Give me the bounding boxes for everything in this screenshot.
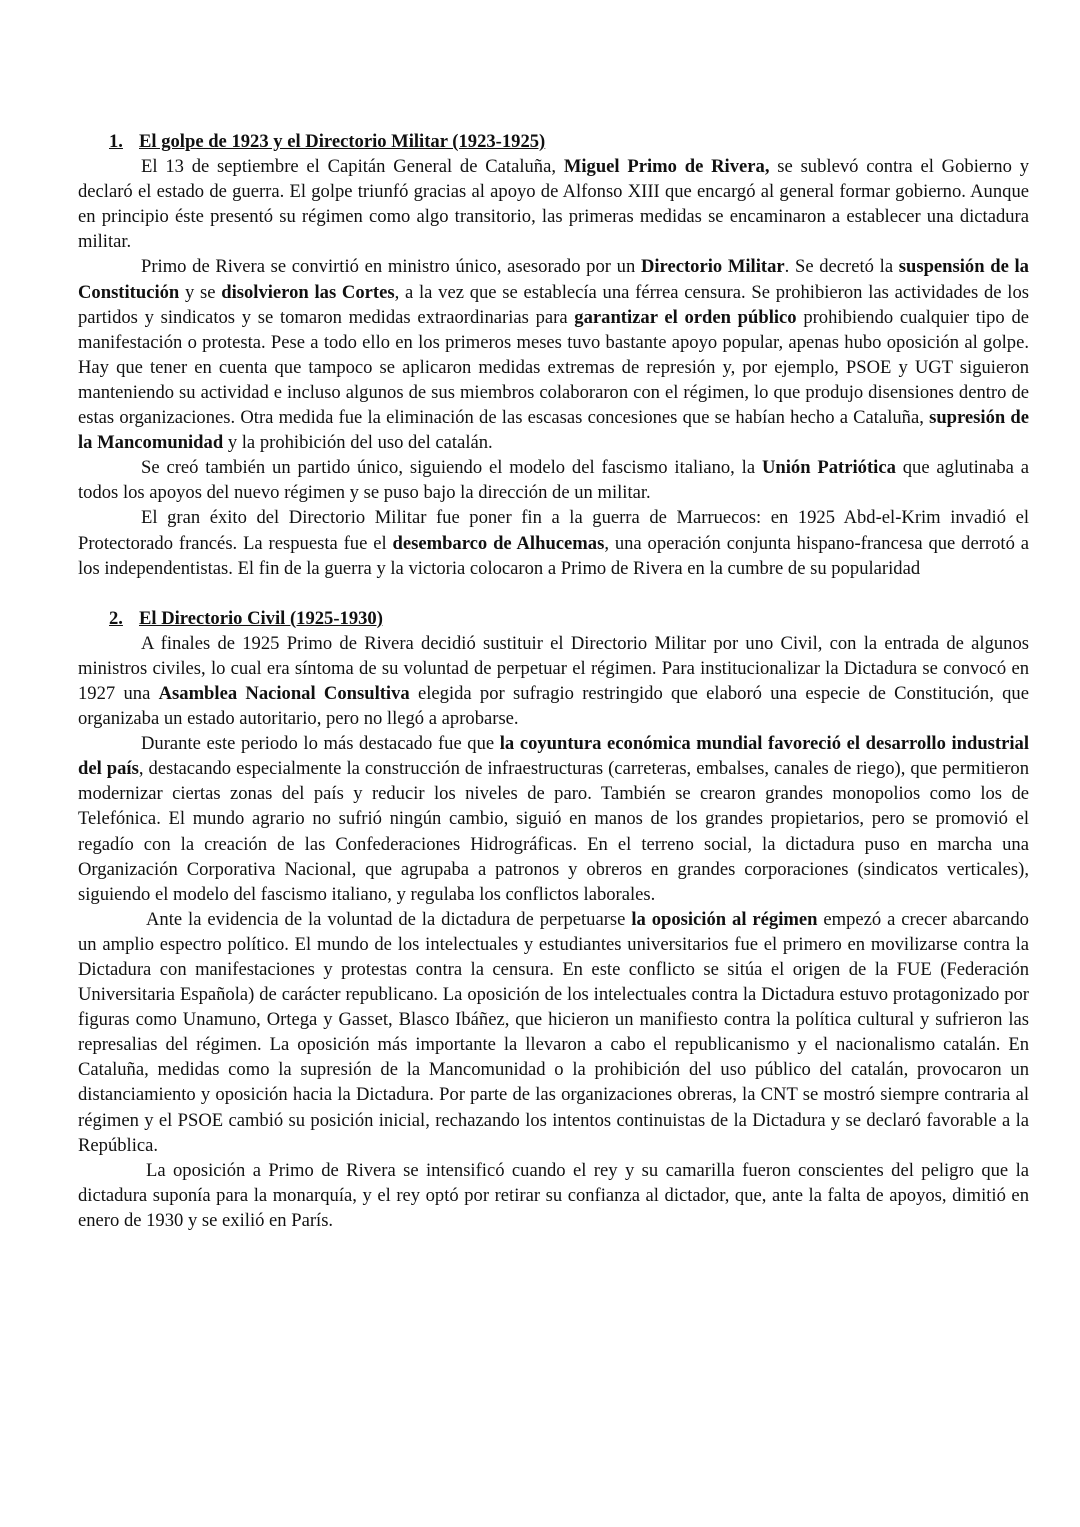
text-run: empezó a crecer abarcando un amplio espectro político. El mundo de los intelectuales y estudiantes universitarios fue el primero en movilizarse contra la Dictadura con manifestaciones y protestas contra la censura. En este conflicto se sitúa el origen de la FUE (Federación Universitaria Española) de carácter republicano. La oposición de los intelectuales contra la Dictadura estuvo protagonizado por figuras como Unamuno, Ortega y Gasset, Blasco Ibáñez, que hicieron un manifiesto contra la política cultural y sufrieron las represalias del régimen. La oposición más importante la llevaron a cabo el republicanismo y el nacionalismo catalán. En Cataluña, medidas como la supresión de la Mancomunidad o la prohibición del uso público del catalán, provocaron un distanciamiento y oposición hacia la Dictadura. Por parte de las organizaciones obreras, la CNT se mostró siempre contraria al régimen y el PSOE cambió su posición inicial, rechazando los intentos continuistas de la Dictadura y se declaró favorable a la República. bbox=[78, 908, 1029, 1156]
text-run: elegida por sufragio restringido que elaboró una especie de Constitución, que organizaba un estado autoritario, pero no llegó a aprobarse. bbox=[78, 682, 1029, 730]
text-run: , destacando especialmente la construcción de infraestructuras (carreteras, embalses, canales de riego), que permitieron modernizar ciertas zonas del país y reducir los niveles de paro. También se crearon grandes monopolios como los de Telefónica. El mundo agrario no sufrió ningún cambio, siguió en manos de los grandes propietarios, pero se promovió el regadío con la creación de las Confederaciones Hidrográficas. En el terreno social, la dictadura puso en marcha una Organización Corporativa Nacional, que agrupaba a patronos y obreros en grandes corporaciones (sindicatos verticales), siguiendo el modelo del fascismo italiano, y regulaba los conflictos laborales. bbox=[78, 758, 1030, 905]
section-1-paragraph-2 bbox=[78, 254, 1029, 455]
bold-term: Asamblea Nacional Consultiva bbox=[158, 682, 410, 704]
bold-term: desembarco de Alhucemas bbox=[392, 532, 605, 554]
section-2-number: 2. bbox=[109, 607, 123, 629]
bold-term: Unión Patriótica bbox=[761, 457, 896, 479]
text-run: El gran éxito del Directorio Militar fue poner fin a la guerra de Marruecos: en 1925 Abd-el-Krim invadió el Protectorado francés. La respuesta fue el bbox=[78, 507, 1029, 554]
section-2-paragraph-3 bbox=[78, 907, 1029, 1158]
bold-term: Directorio Militar bbox=[640, 256, 785, 278]
bold-term: disolvieron las Cortes bbox=[221, 281, 395, 303]
text-run: y la prohibición del uso del catalán. bbox=[223, 432, 493, 454]
text-run: , una operación conjunta hispano-francesa que derrotó a los independentistas. El fin de la guerra y la victoria colocaron a Primo de Rivera en la cumbre de su popularidad bbox=[78, 532, 1029, 579]
section-2-paragraph-1 bbox=[78, 631, 1029, 731]
section-1-heading bbox=[109, 129, 1029, 154]
text-run: El 13 de septiembre el Capitán General de Cataluña, bbox=[141, 156, 564, 178]
text-run: se sublevó contra el Gobierno y declaró el estado de guerra. El golpe triunfó gracias al apoyo de Alfonso XIII que encargó al general formar gobierno. Aunque en principio éste presentó su régimen como algo transitorio, las primeras medidas se encaminaron a establecer una dictadura militar. bbox=[78, 156, 1030, 253]
section-1-paragraph-1 bbox=[78, 154, 1029, 254]
bold-term: supresión de la Mancomunidad bbox=[78, 407, 1029, 454]
bold-term: Miguel Primo de Rivera, bbox=[563, 156, 770, 178]
text-run: Se creó también un partido único, siguiendo el modelo del fascismo italiano, la bbox=[141, 457, 762, 479]
text-run: Durante este periodo lo más destacado fue que bbox=[141, 733, 500, 755]
text-run: A finales de 1925 Primo de Rivera decidió sustituir el Directorio Militar por uno Civil, con la entrada de algunos ministros civiles, lo cual era síntoma de su voluntad de perpetuar el régimen. Para institucionalizar la Dictadura se convocó en 1927 una bbox=[78, 632, 1029, 704]
bold-term: la coyuntura económica mundial favoreció el desarrollo industrial del país bbox=[78, 733, 1029, 780]
section-1-paragraph-3 bbox=[78, 455, 1029, 505]
section-2-heading bbox=[109, 606, 1029, 631]
section-spacer bbox=[78, 581, 1029, 606]
section-1-number: 1. bbox=[109, 131, 123, 152]
text-run: . Se decretó la bbox=[784, 256, 899, 278]
text-run: que aglutinaba a todos los apoyos del nuevo régimen y se puso bajo la dirección de un militar. bbox=[78, 457, 1029, 504]
text-run: Primo de Rivera se convirtió en ministro único, asesorado por un bbox=[141, 256, 641, 278]
section-2-title: El Directorio Civil (1925-1930) bbox=[139, 607, 383, 629]
section-2-paragraph-2 bbox=[78, 731, 1029, 907]
bold-term: garantizar el orden público bbox=[574, 306, 797, 328]
section-2-paragraph-4 bbox=[78, 1158, 1029, 1233]
bold-term: suspensión de la Constitución bbox=[78, 256, 1029, 303]
text-run: prohibiendo cualquier tipo de manifestación o protesta. Pese a todo ello en los primeros meses tuvo bastante apoyo popular, apenas hubo oposición al golpe. Hay que tener en cuenta que tampoco se aplicaron medidas extremas de represión y, por ejemplo, PSOE y UGT siguieron manteniendo su actividad e incluso algunos de sus miembros colaboraron con el régimen, lo que produjo disensiones dentro de estas organizaciones. Otra medida fue la eliminación de las escasas concesiones que se habían hecho a Cataluña, bbox=[78, 306, 1029, 429]
section-1-title: El golpe de 1923 y el Directorio Militar (1923-1925) bbox=[139, 131, 546, 152]
text-run: La oposición a Primo de Rivera se intensificó cuando el rey y su camarilla fueron conscientes del peligro que la dictadura suponía para la monarquía, y el rey optó por retirar su confianza al dictador, que, ante la falta de apoyos, dimitió en enero de 1930 y se exilió en París. bbox=[78, 1159, 1029, 1231]
section-1-paragraph-4 bbox=[78, 505, 1029, 580]
text-run: y se bbox=[179, 281, 222, 303]
text-run: Ante la evidencia de la voluntad de la dictadura de perpetuarse bbox=[146, 908, 632, 930]
document-page bbox=[78, 129, 1029, 1233]
text-run: , a la vez que se establecía una férrea censura. Se prohibieron las actividades de los partidos y sindicatos y se tomaron medidas extraordinarias para bbox=[78, 281, 1029, 328]
bold-term: la oposición al régimen bbox=[631, 908, 818, 930]
